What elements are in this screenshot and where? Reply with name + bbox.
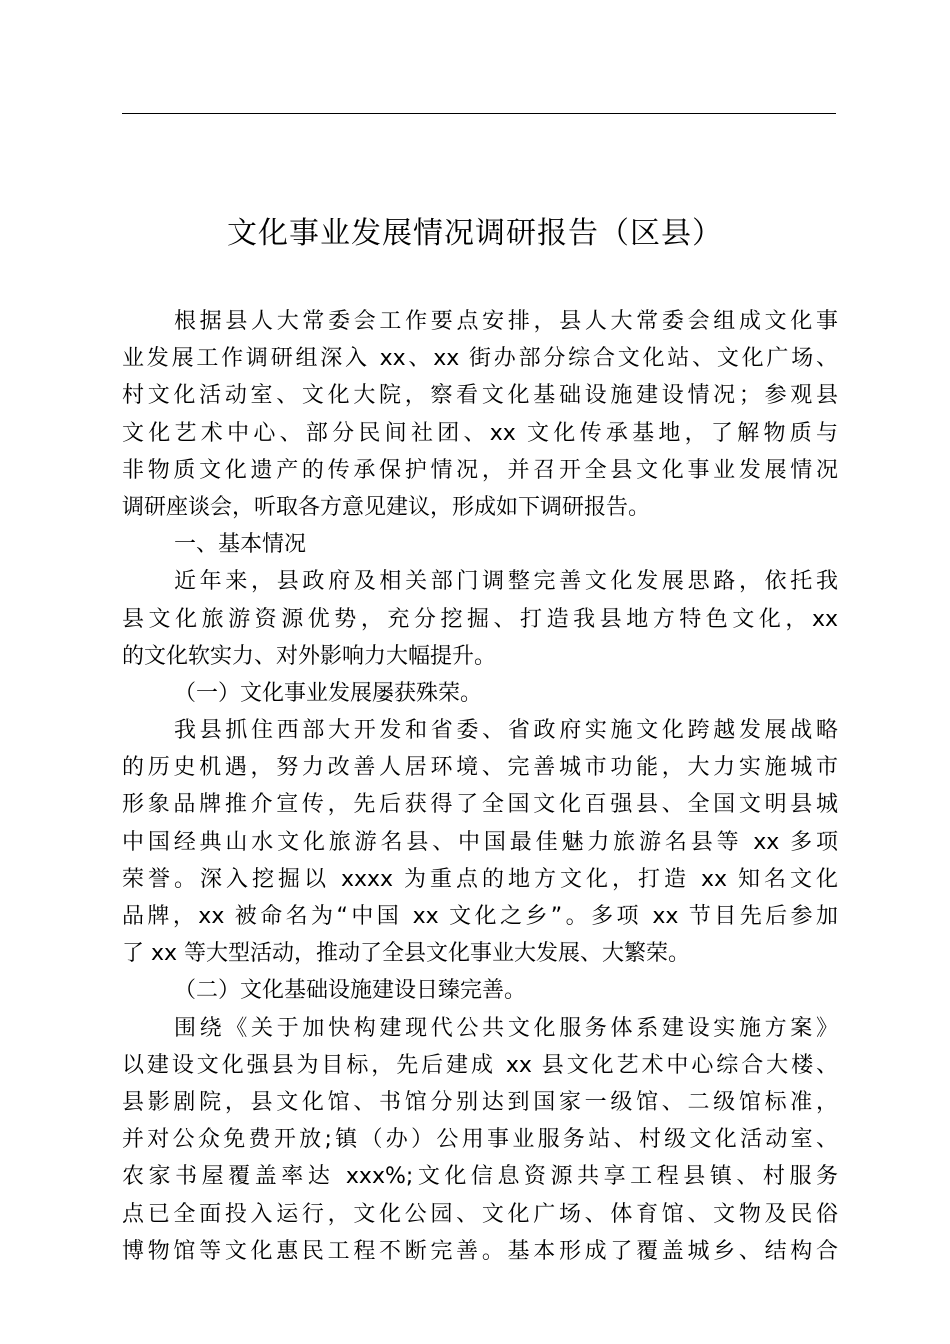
text-line: 了 xx 等大型活动，推动了全县文化事业大发展、大繁荣。: [122, 941, 691, 967]
text-line: 博物馆等文化惠民工程不断完善。基本形成了覆盖城乡、结构合: [122, 1238, 838, 1264]
text-line: 以建设文化强县为目标，先后建成 xx 县文化艺术中心综合大楼、: [122, 1052, 838, 1078]
text-line: 中国经典山水文化旅游名县、中国最佳魅力旅游名县等 xx 多项: [122, 829, 838, 855]
text-line: 县文化旅游资源优势，充分挖掘、打造我县地方特色文化，xx: [122, 606, 838, 632]
text-line: 形象品牌推介宣传，先后获得了全国文化百强县、全国文明县城: [122, 792, 838, 818]
document-title: 文化事业发展情况调研报告（区县）: [227, 216, 723, 251]
text-line: 荣誉。深入挖掘以 xxxx 为重点的地方文化，打造 xx 知名文化: [122, 866, 838, 892]
text-line: 的文化软实力、对外影响力大幅提升。: [122, 643, 497, 669]
text-line: （一）文化事业发展屡获殊荣。: [174, 680, 483, 706]
text-line: 业发展工作调研组深入 xx、xx 街办部分综合文化站、文化广场、: [122, 346, 838, 372]
text-line: 县影剧院，县文化馆、书馆分别达到国家一级馆、二级馆标准，: [122, 1089, 838, 1115]
document-body: [122, 303, 838, 1270]
text-line: 农家书屋覆盖率达 xxx%;文化信息资源共享工程县镇、村服务: [122, 1164, 838, 1190]
text-line: （二）文化基础设施建设日臻完善。: [174, 978, 527, 1004]
text-line: 一、基本情况: [174, 532, 307, 558]
text-line: 品牌，xx 被命名为“中国 xx 文化之乡”。多项 xx 节目先后参加: [122, 904, 838, 929]
text-line: 的历史机遇，努力改善人居环境、完善城市功能，大力实施城市: [122, 755, 838, 781]
text-line: 我县抓住西部大开发和省委、省政府实施文化跨越发展战略: [174, 718, 838, 744]
text-line: 近年来，县政府及相关部门调整完善文化发展思路，依托我: [174, 569, 838, 595]
text-line: 根据县人大常委会工作要点安排，县人大常委会组成文化事: [174, 309, 838, 334]
text-line: 并对公众免费开放;镇（办）公用事业服务站、村级文化活动室、: [122, 1127, 838, 1153]
text-line: 村文化活动室、文化大院，察看文化基础设施建设情况；参观县: [122, 383, 838, 409]
text-line: 点已全面投入运行，文化公园、文化广场、体育馆、文物及民俗: [122, 1201, 838, 1227]
text-line: 调研座谈会，听取各方意见建议，形成如下调研报告。: [122, 494, 651, 520]
header-rule: [122, 113, 836, 114]
text-line: 非物质文化遗产的传承保护情况，并召开全县文化事业发展情况: [122, 457, 838, 483]
text-line: 围绕《关于加快构建现代公共文化服务体系建设实施方案》: [174, 1015, 838, 1041]
text-line: 文化艺术中心、部分民间社团、xx 文化传承基地，了解物质与: [122, 420, 838, 446]
